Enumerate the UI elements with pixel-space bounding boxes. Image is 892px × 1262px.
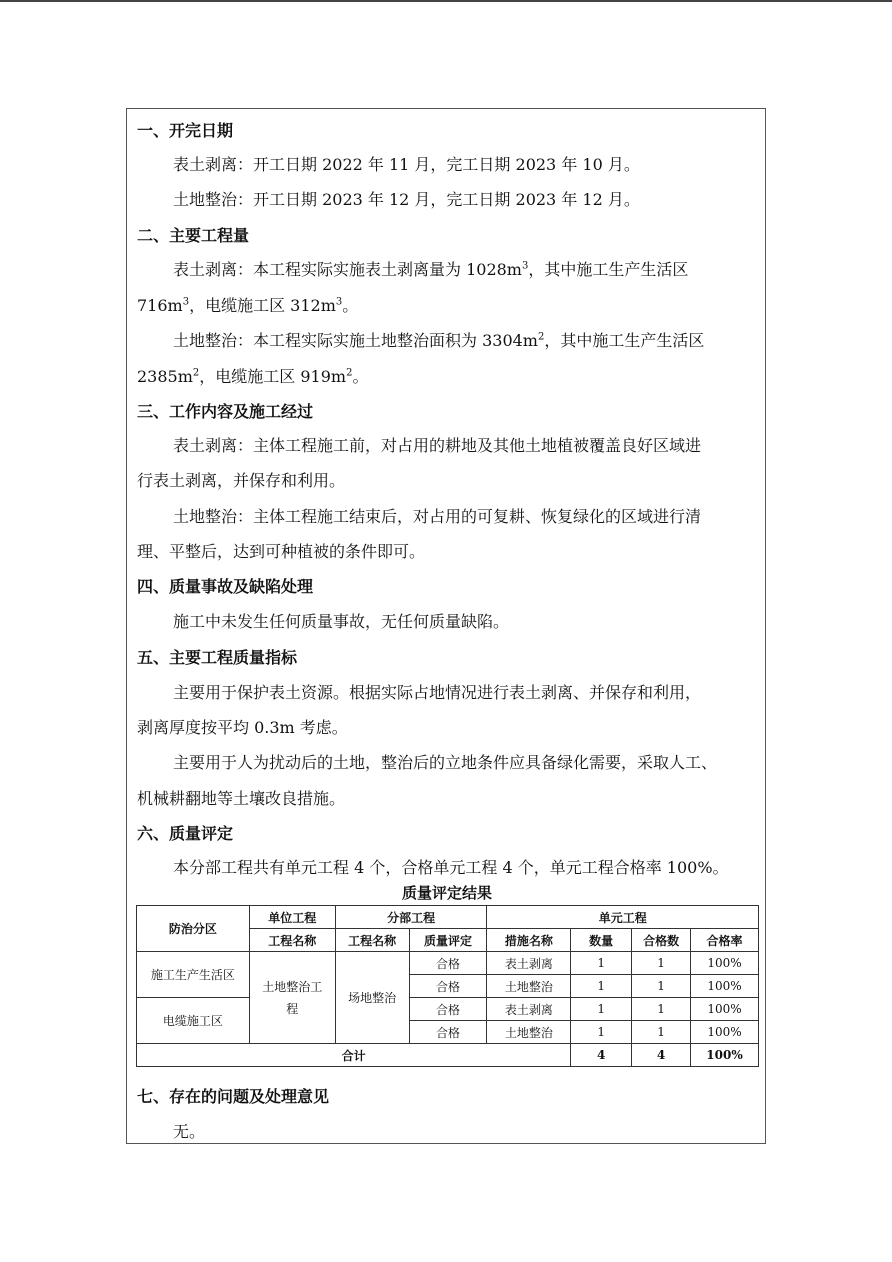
text-run: 716m — [137, 296, 183, 315]
superscript: 3 — [182, 296, 190, 308]
table-total-row — [137, 1044, 759, 1067]
section-7-para-1: 无。 — [173, 1122, 206, 1141]
section-1-line-1: 表土剥离：开工日期 2022 年 11 月，完工日期 2023 年 10 月。 — [173, 155, 640, 174]
text-run: ，其中施工生产生活区 — [544, 331, 705, 350]
section-2-para-2-line-2 — [137, 364, 368, 387]
header-project-name: 工程名称 — [249, 929, 335, 952]
rate-cell: 100% — [691, 1021, 759, 1044]
unit-name-text: 土地整治工程 — [262, 979, 323, 1016]
text-run: 2385m — [137, 367, 193, 386]
header-zone: 防治分区 — [137, 906, 250, 952]
section-5-title: 五、主要工程质量指标 — [137, 648, 298, 667]
zone-cell: 电缆施工区 — [137, 998, 250, 1044]
page-top-border — [0, 0, 892, 2]
header-pass: 合格数 — [632, 929, 691, 952]
pass-cell: 1 — [632, 998, 691, 1021]
section-6-title: 六、质量评定 — [137, 824, 234, 843]
pass-cell: 1 — [632, 975, 691, 998]
header-measure: 措施名称 — [487, 929, 571, 952]
header-sub-name: 工程名称 — [335, 929, 409, 952]
quality-cell: 合格 — [409, 1021, 487, 1044]
section-6-para-1: 本分部工程共有单元工程 4 个，合格单元工程 4 个，单元工程合格率 100%。 — [173, 858, 729, 877]
section-3-para-1-line-1: 表土剥离：主体工程施工前，对占用的耕地及其他土地植被覆盖良好区域进 — [173, 436, 702, 455]
section-2-para-1-line-2 — [137, 293, 358, 316]
section-5-para-2-line-2: 机械耕翻地等土壤改良措施。 — [137, 789, 346, 808]
text-run: ，其中施工生产生活区 — [528, 260, 689, 279]
table-caption: 质量评定结果 — [401, 884, 492, 902]
total-count: 4 — [571, 1044, 632, 1067]
total-label: 合计 — [137, 1044, 571, 1067]
header-rate: 合格率 — [691, 929, 759, 952]
section-5-para-2-line-1: 主要用于人为扰动后的土地，整治后的立地条件应具备绿化需要，采取人工、 — [173, 753, 718, 772]
rate-cell: 100% — [691, 975, 759, 998]
count-cell: 1 — [571, 998, 632, 1021]
section-1-title: 一、开完日期 — [137, 121, 234, 140]
section-7-title: 七、存在的问题及处理意见 — [137, 1087, 330, 1106]
header-sub-project: 分部工程 — [335, 906, 487, 929]
quality-cell: 合格 — [409, 975, 487, 998]
section-4-para-1: 施工中未发生任何质量事故，无任何质量缺陷。 — [173, 612, 510, 631]
document-frame — [126, 108, 766, 1144]
measure-cell: 土地整治 — [487, 975, 571, 998]
text-run: 表土剥离：本工程实际实施表土剥离量为 1028m — [173, 260, 522, 279]
table-row — [137, 952, 759, 975]
quality-cell: 合格 — [409, 952, 487, 975]
quality-cell: 合格 — [409, 998, 487, 1021]
table-row — [137, 998, 759, 1021]
count-cell: 1 — [571, 1021, 632, 1044]
superscript: 2 — [346, 367, 353, 379]
measure-cell: 土地整治 — [487, 1021, 571, 1044]
header-element-project: 单元工程 — [487, 906, 759, 929]
measure-cell: 表土剥离 — [487, 952, 571, 975]
section-4-title: 四、质量事故及缺陷处理 — [137, 577, 314, 596]
count-cell: 1 — [571, 952, 632, 975]
superscript: 3 — [521, 260, 529, 272]
pass-cell: 1 — [632, 952, 691, 975]
rate-cell: 100% — [691, 952, 759, 975]
header-unit-project: 单位工程 — [249, 906, 335, 929]
sub-name-cell: 场地整治 — [335, 952, 409, 1044]
header-count: 数量 — [571, 929, 632, 952]
section-3-para-1-line-2: 行表土剥离，并保存和利用。 — [137, 471, 346, 490]
quality-result-table — [136, 905, 759, 1067]
section-3-title: 三、工作内容及施工经过 — [137, 402, 314, 421]
count-cell: 1 — [571, 975, 632, 998]
superscript: 2 — [537, 331, 545, 343]
rate-cell: 100% — [691, 998, 759, 1021]
text-run: ，电缆施工区 919m — [199, 367, 347, 386]
section-2-title: 二、主要工程量 — [137, 226, 250, 245]
measure-cell: 表土剥离 — [487, 998, 571, 1021]
section-3-para-2-line-1: 土地整治：主体工程施工结束后，对占用的可复耕、恢复绿化的区域进行清 — [173, 507, 702, 526]
text-run: 土地整治：本工程实际实施土地整治面积为 3304m — [173, 331, 538, 350]
pass-cell: 1 — [632, 1021, 691, 1044]
superscript: 3 — [335, 296, 343, 308]
section-2-para-2-line-1 — [173, 328, 704, 351]
section-2-para-1-line-1 — [173, 257, 688, 280]
total-pass: 4 — [632, 1044, 691, 1067]
text-run: 。 — [352, 367, 369, 386]
text-run: ，电缆施工区 312m — [189, 296, 336, 315]
unit-name-cell — [249, 952, 335, 1044]
section-5-para-1-line-1: 主要用于保护表土资源。根据实际占地情况进行表土剥离、并保存和利用， — [173, 683, 702, 702]
total-rate: 100% — [691, 1044, 759, 1067]
zone-cell: 施工生产生活区 — [137, 952, 250, 998]
section-3-para-2-line-2: 理、平整后，达到可种植被的条件即可。 — [137, 542, 426, 561]
header-quality: 质量评定 — [409, 929, 487, 952]
section-1-line-2: 土地整治：开工日期 2023 年 12 月，完工日期 2023 年 12 月。 — [173, 190, 640, 209]
superscript: 2 — [192, 367, 200, 379]
table-header-row-1 — [137, 906, 759, 929]
section-5-para-1-line-2: 剥离厚度按平均 0.3m 考虑。 — [137, 718, 348, 737]
text-run: 。 — [342, 296, 359, 315]
